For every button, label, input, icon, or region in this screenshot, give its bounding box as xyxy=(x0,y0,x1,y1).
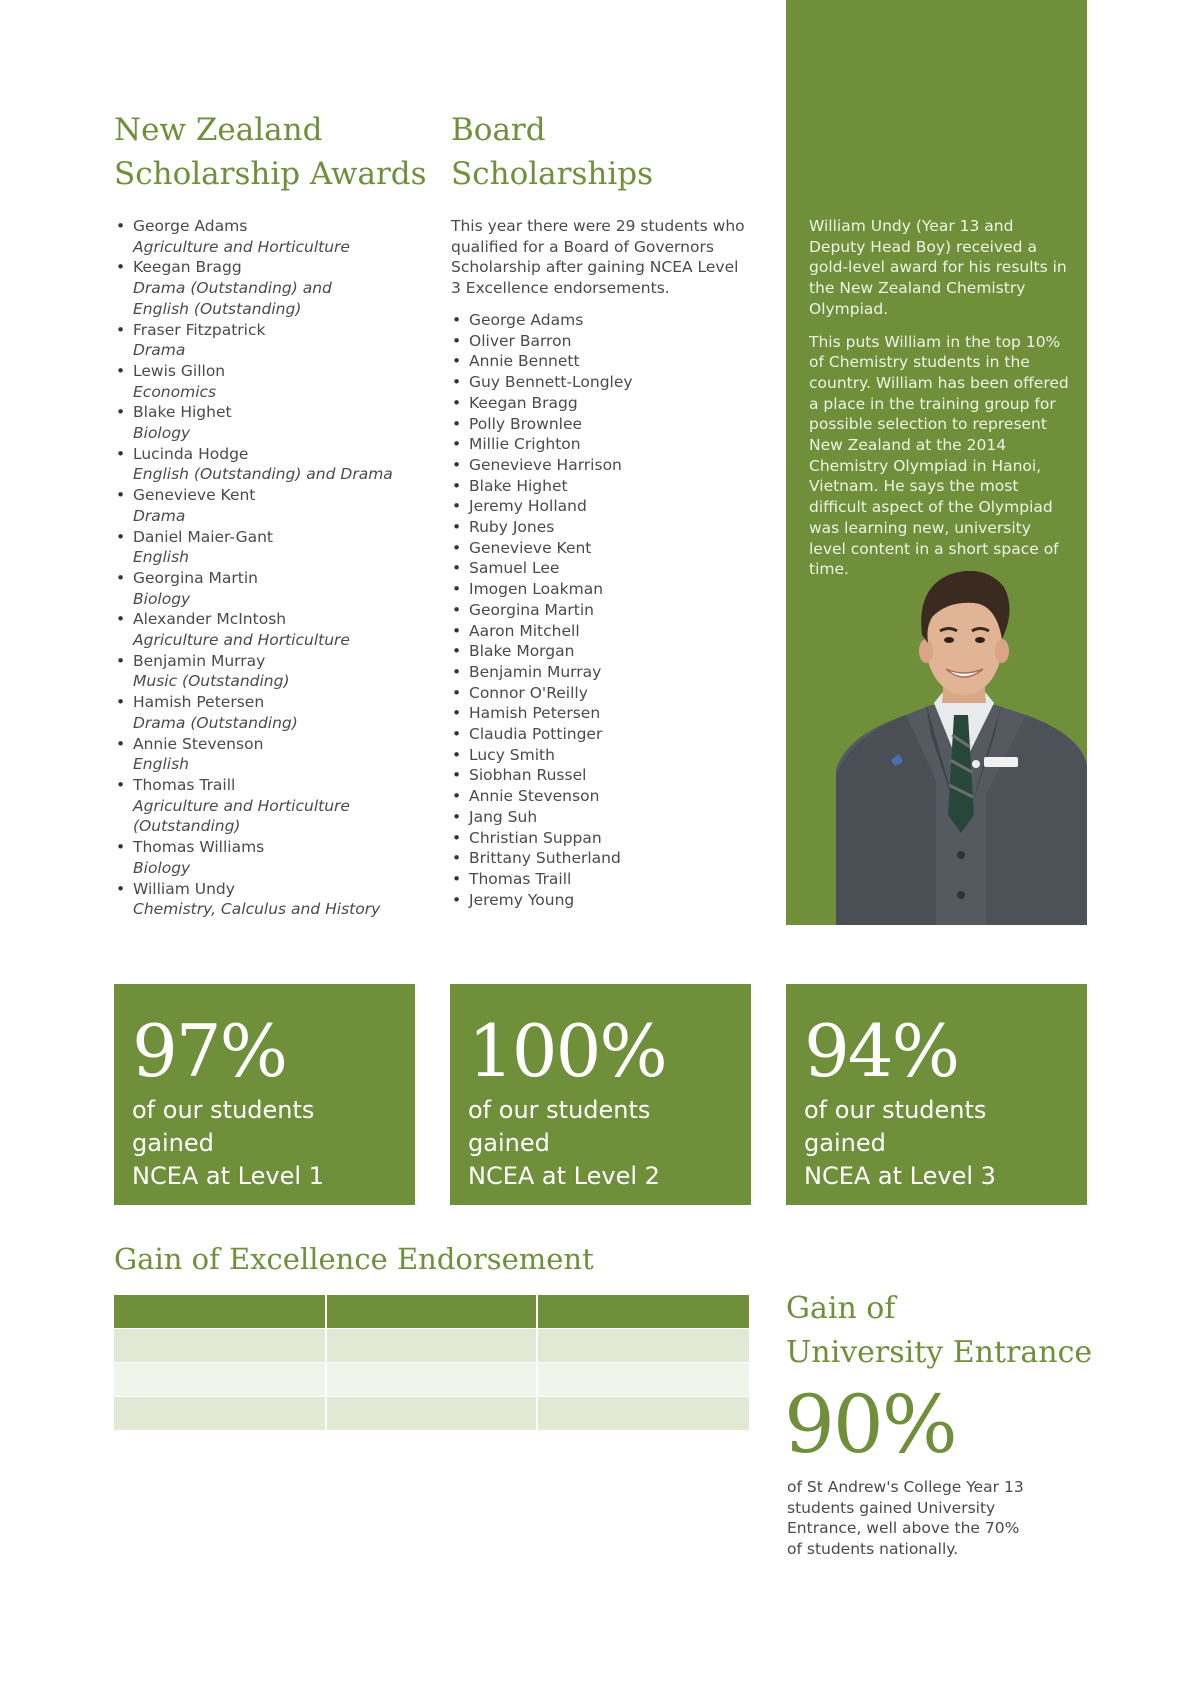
student-subjects: Economics xyxy=(133,382,217,401)
university-entrance-value: 90% xyxy=(784,1378,956,1471)
nz-scholarship-list xyxy=(116,216,393,920)
student-subjects: Music (Outstanding) xyxy=(133,672,290,691)
stat-value: 94% xyxy=(804,1009,959,1093)
stat-value: 97% xyxy=(132,1009,287,1093)
list-item: • Jeremy Young xyxy=(452,890,633,911)
student-subjects: Biology xyxy=(133,424,191,443)
list-item: • Aaron Mitchell xyxy=(452,621,633,642)
student-subjects: English (Outstanding) xyxy=(133,299,302,318)
student-subjects: Drama (Outstanding) and xyxy=(133,279,332,298)
list-item xyxy=(116,444,393,485)
table-cell xyxy=(537,1397,749,1431)
stat-level-1 xyxy=(114,984,415,1205)
stat-label: of our students gained NCEA at Level 3 xyxy=(804,1096,996,1190)
list-item xyxy=(116,361,393,402)
stat-label: of our students gained NCEA at Level 1 xyxy=(132,1096,324,1190)
list-item: • Lucy Smith xyxy=(452,745,633,766)
list-item: • Hamish Petersen xyxy=(452,703,633,724)
student-subjects: English xyxy=(133,548,189,567)
list-item xyxy=(116,216,393,257)
student-name: Benjamin Murray xyxy=(133,651,266,670)
board-scholarships-intro: This year there were 29 students who qualified for a Board of Governors Scholarship after gaining NCEA Level 3 Excellence endorsements. xyxy=(451,217,745,298)
board-scholarships-title: Board Scholarships xyxy=(451,112,653,192)
student-name: Daniel Maier-Gant xyxy=(133,527,273,546)
student-subjects: Drama xyxy=(133,506,186,525)
student-subjects: English xyxy=(133,755,189,774)
list-item: • Blake Highet xyxy=(452,476,633,497)
table-cell xyxy=(326,1329,538,1363)
list-item xyxy=(116,837,393,878)
excellence-title: Gain of Excellence Endorsement xyxy=(114,1242,594,1276)
list-item xyxy=(116,734,393,775)
feature-text xyxy=(809,216,1071,592)
list-item: • Oliver Barron xyxy=(452,331,633,352)
list-item: • Claudia Pottinger xyxy=(452,724,633,745)
stat-level-3 xyxy=(786,984,1087,1205)
table-cell xyxy=(537,1363,749,1397)
table-row xyxy=(114,1397,749,1431)
list-item: • Polly Brownlee xyxy=(452,414,633,435)
student-subjects: Agriculture and Horticulture xyxy=(133,237,350,256)
board-scholarships-list xyxy=(452,310,633,910)
table-cell xyxy=(537,1295,749,1329)
table-cell xyxy=(537,1329,749,1363)
table-cell xyxy=(114,1329,326,1363)
list-item: • Imogen Loakman xyxy=(452,579,633,600)
student-name: Hamish Petersen xyxy=(133,693,265,712)
list-item xyxy=(116,609,393,650)
list-item xyxy=(116,692,393,733)
feature-paragraph-1: William Undy (Year 13 and Deputy Head Boy) received a gold-level award for his results in the New Zealand Chemistry Olympiad. xyxy=(809,217,1067,318)
table-row xyxy=(114,1329,749,1363)
list-item xyxy=(116,527,393,568)
table-header-row xyxy=(114,1295,749,1329)
nz-scholarship-title: New Zealand Scholarship Awards xyxy=(114,112,427,192)
table-cell xyxy=(326,1363,538,1397)
list-item: • Genevieve Kent xyxy=(452,538,633,559)
feature-paragraph-2: This puts William in the top 10% of Chemistry students in the country. William has been offered a place in the training group for possible selection to represent New Zealand at the 2014 Chemistry Olympiad in Hanoi, Vietnam. He says the most difficult aspect of the Olympiad was learning new, university level content in a short space of time. xyxy=(809,332,1069,579)
stat-value: 100% xyxy=(468,1009,666,1093)
list-item: • Samuel Lee xyxy=(452,558,633,579)
list-item xyxy=(116,402,393,443)
student-name: Genevieve Kent xyxy=(133,486,256,505)
table-cell xyxy=(114,1363,326,1397)
list-item xyxy=(116,485,393,526)
list-item: • Siobhan Russel xyxy=(452,765,633,786)
student-name: Alexander McIntosh xyxy=(133,610,287,629)
list-item xyxy=(116,320,393,361)
list-item: • Genevieve Harrison xyxy=(452,455,633,476)
student-subjects: English (Outstanding) and Drama xyxy=(133,465,393,484)
table-cell xyxy=(114,1397,326,1431)
student-name: Annie Stevenson xyxy=(133,734,264,753)
student-subjects: Drama (Outstanding) xyxy=(133,713,298,732)
student-name: Lewis Gillon xyxy=(133,361,226,380)
student-name: Thomas Traill xyxy=(133,775,236,794)
list-item: • Ruby Jones xyxy=(452,517,633,538)
list-item: • Georgina Martin xyxy=(452,600,633,621)
student-name: Fraser Fitzpatrick xyxy=(133,320,266,339)
list-item: • Keegan Bragg xyxy=(452,393,633,414)
university-entrance-title: Gain of University Entrance xyxy=(786,1291,1093,1370)
student-name: Thomas Williams xyxy=(133,838,265,857)
list-item: • Millie Crighton xyxy=(452,434,633,455)
student-name: George Adams xyxy=(133,217,248,235)
university-entrance-text: of St Andrew's College Year 13 students gained University Entrance, well above the 70% of students nationally. xyxy=(787,1478,1024,1559)
stat-label: of our students gained NCEA at Level 2 xyxy=(468,1096,660,1190)
list-item: • Brittany Sutherland xyxy=(452,848,633,869)
stat-level-2 xyxy=(450,984,751,1205)
list-item: • George Adams xyxy=(452,310,633,331)
excellence-table xyxy=(114,1295,749,1431)
student-name: Georgina Martin xyxy=(133,568,258,587)
list-item: • Thomas Traill xyxy=(452,869,633,890)
list-item: • Jang Suh xyxy=(452,807,633,828)
student-name: Keegan Bragg xyxy=(133,258,242,277)
list-item xyxy=(116,879,393,920)
list-item: • Annie Bennett xyxy=(452,351,633,372)
student-name: Lucinda Hodge xyxy=(133,444,249,463)
student-name: Blake Highet xyxy=(133,403,232,422)
list-item: • Guy Bennett-Longley xyxy=(452,372,633,393)
list-item: • Annie Stevenson xyxy=(452,786,633,807)
table-cell xyxy=(326,1397,538,1431)
list-item xyxy=(116,257,393,319)
student-subjects: Biology xyxy=(133,858,191,877)
student-photo xyxy=(836,565,1087,925)
student-subjects: Chemistry, Calculus and History xyxy=(133,900,381,919)
table-cell xyxy=(326,1295,538,1329)
list-item: • Blake Morgan xyxy=(452,641,633,662)
student-name: William Undy xyxy=(133,879,235,898)
list-item: • Christian Suppan xyxy=(452,828,633,849)
list-item xyxy=(116,775,393,837)
table-row xyxy=(114,1363,749,1397)
list-item: • Connor O'Reilly xyxy=(452,683,633,704)
feature-panel xyxy=(786,0,1087,925)
student-subjects: Drama xyxy=(133,341,186,360)
list-item: • Jeremy Holland xyxy=(452,496,633,517)
student-subjects: Biology xyxy=(133,589,191,608)
list-item: • Benjamin Murray xyxy=(452,662,633,683)
student-subjects: Agriculture and Horticulture xyxy=(133,631,350,650)
student-subjects: (Outstanding) xyxy=(133,817,241,836)
table-cell xyxy=(114,1295,326,1329)
list-item xyxy=(116,568,393,609)
list-item xyxy=(116,651,393,692)
student-subjects: Agriculture and Horticulture xyxy=(133,796,350,815)
